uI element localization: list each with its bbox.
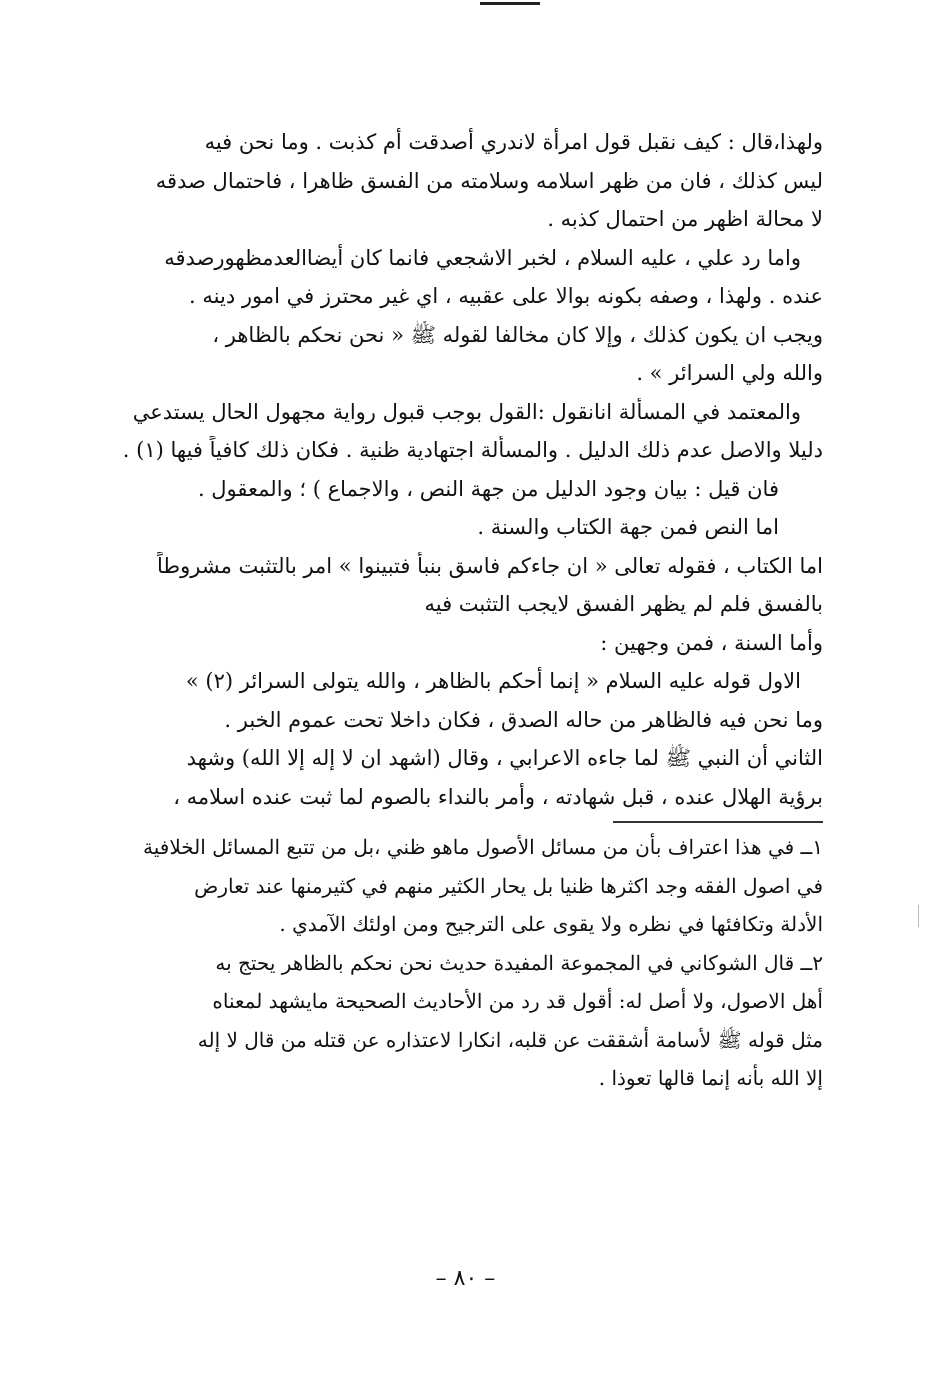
body-line: اما الكتاب ، فقوله تعالى « ان جاءكم فاسق بنبأ فتبينوا » امر بالتثبت مشروطاً xyxy=(157,553,823,578)
body-line: الثاني أن النبي ﷺ لما جاءه الاعرابي ، وقال (اشهد ان لا إله إلا الله) وشهد xyxy=(186,746,823,770)
footnote-separator xyxy=(88,821,823,833)
body-line: فان قيل : بيان وجود الدليل من جهة النص ، والاجماع ) ؛ والمعقول . xyxy=(197,476,779,501)
footnote-line: الأدلة وتكافئها في نظره ولا يقوى على الترجيح ومن اولئك الآمدي . xyxy=(279,912,823,936)
body-line: والله ولي السرائر » . xyxy=(636,361,823,385)
top-edge-mark xyxy=(480,2,540,5)
body-line: ليس كذلك ، فان من ظهر اسلامه وسلامته من الفسق ظاهرا ، فاحتمال صدقه xyxy=(155,168,823,193)
body-line: وأما السنة ، فمن وجهين : xyxy=(600,630,823,655)
body-line: الاول قوله عليه السلام « إنما أحكم بالظاهر ، والله يتولى السرائر (٢) » xyxy=(185,669,801,693)
body-line: والمعتمد في المسألة انانقول :القول بوجب قبول رواية مجهول الحال يستدعي xyxy=(132,399,801,424)
body-line: عنده . ولهذا ، وصفه بكونه بوالا على عقبيه ، اي غير محترز في امور دينه . xyxy=(189,284,823,308)
margin-mark xyxy=(918,905,919,927)
body-line: لا محالة اظهر من احتمال كذبه . xyxy=(547,207,823,231)
body-line: ولهذا،قال : كيف نقبل قول امرأة لاندري أصدقت أم كذبت . وما نحن فيه xyxy=(204,130,823,154)
footnote-line: مثل قوله ﷺ لأسامة أشققت عن قلبه، انكارا لاعتذاره عن قتله من قال لا إله xyxy=(197,1027,823,1052)
body-line: برؤية الهلال عنده ، قبل شهادته ، وأمر بالنداء بالصوم لما ثبت عنده اسلامه ، xyxy=(173,784,823,809)
footnote-line: إلا الله بأنه إنما قالها تعوذا . xyxy=(598,1066,823,1090)
body-line: ويجب ان يكون كذلك ، وإلا كان مخالفا لقوله ﷺ « نحن نحكم بالظاهر ، xyxy=(212,322,823,347)
page-content xyxy=(88,128,823,1103)
footnote-line: أهل الاصول، ولا أصل له: أقول قد رد من الأحاديث الصحيحة مايشهد لمعناه xyxy=(212,989,823,1013)
body-line: اما النص فمن جهة الكتاب والسنة . xyxy=(477,515,779,539)
footnote-line: ٢ــ قال الشوكاني في المجموعة المفيدة حديث نحن نحكم بالظاهر يحتج به xyxy=(215,950,823,975)
body-line: واما رد علي ، عليه السلام ، لخبر الاشجعي فانما كان أيضاالعدمظهورصدقه xyxy=(164,245,801,270)
page-number: – ٨٠ – xyxy=(435,1266,496,1291)
body-line: بالفسق فلم لم يظهر الفسق لايجب التثبت فيه xyxy=(424,592,823,616)
footnote-line: في اصول الفقه وجد اكثرها ظنيا بل يحار الكثير منهم في كثيرمنها عند تعارض xyxy=(194,873,823,898)
footnote-line: ١ــ في هذا اعتراف بأن من مسائل الأصول ماهو ظني ،بل من تتبع المسائل الخلافية xyxy=(143,835,823,859)
body-line: دليلا والاصل عدم ذلك الدليل . والمسألة اجتهادية ظنية . فكان ذلك كافياً فيها (١) . xyxy=(122,438,823,462)
body-line: وما نحن فيه فالظاهر من حاله الصدق ، فكان داخلا تحت عموم الخبر . xyxy=(224,707,823,732)
